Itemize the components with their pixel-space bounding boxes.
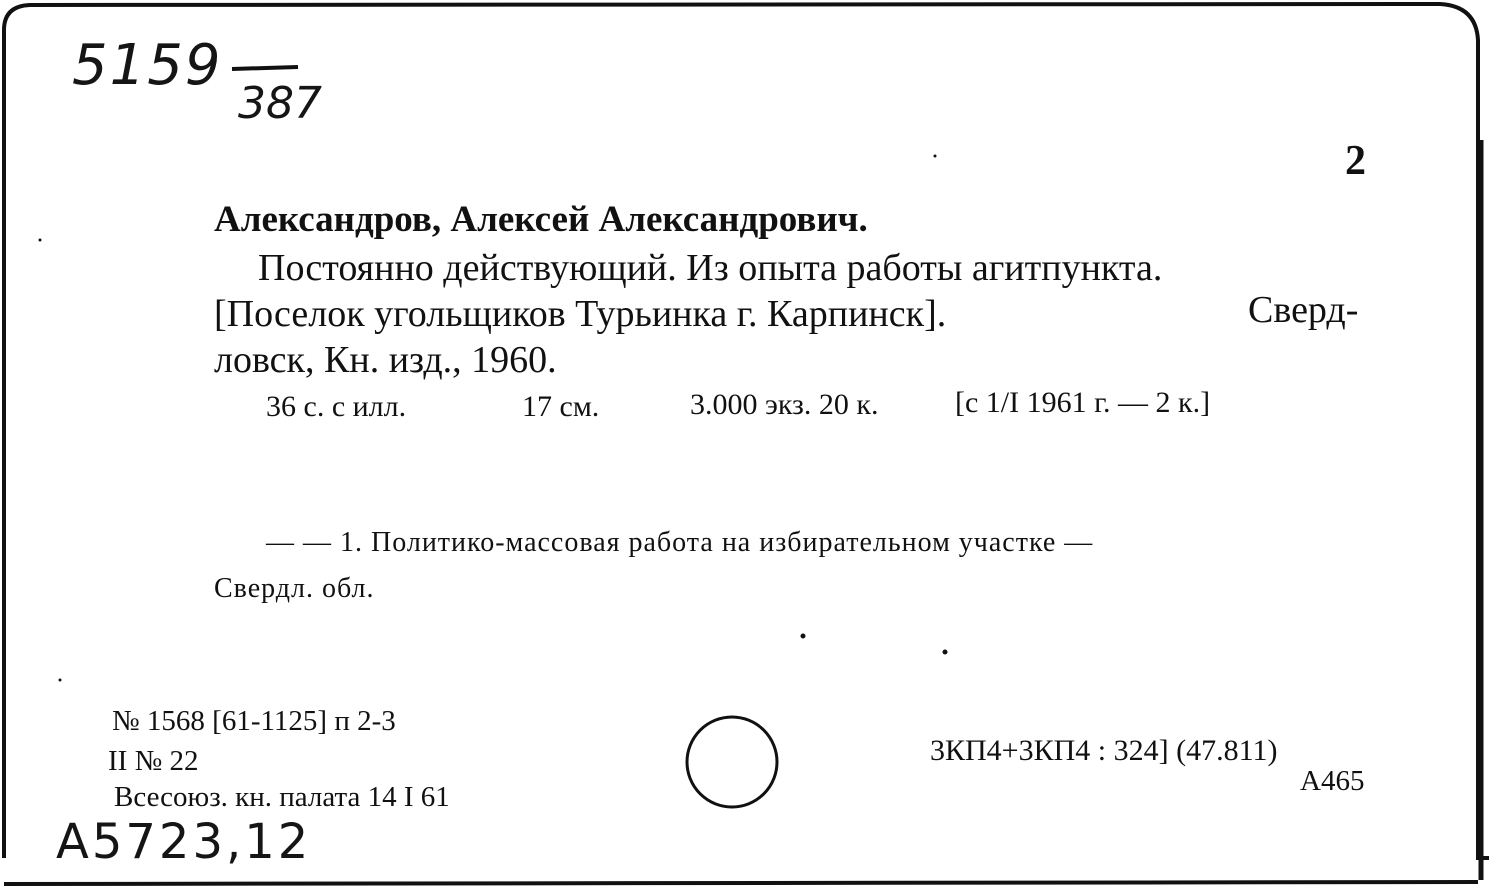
card-number: 2 [1345, 138, 1366, 184]
handwritten-fraction-bar [232, 67, 298, 69]
punch-hole-circle [687, 717, 777, 807]
author-heading: Александров, Алексей Александрович. [214, 199, 868, 240]
registry-line-2: II № 22 [108, 745, 199, 777]
physical-reprice: [с 1/I 1961 г. — 2 к.] [955, 386, 1211, 419]
physical-size: 17 см. [522, 390, 600, 423]
handwritten-call-number: 5159 [72, 33, 223, 98]
subject-line-2: Свердл. обл. [214, 573, 375, 604]
classification-index: 3КП4+3КП4 : 324] (47.811) [930, 734, 1278, 767]
physical-copies-price: 3.000 экз. 20 к. [690, 388, 879, 421]
title-line-3: ловск, Кн. изд., 1960. [214, 339, 557, 381]
author-mark: А465 [1300, 765, 1365, 797]
title-line-1: Постоянно действующий. Из опыта работы агитпункта. [258, 247, 1163, 289]
physical-pages: 36 с. с илл. [266, 390, 407, 423]
subject-line-1: — — 1. Политико-массовая работа на избирательном участке — [266, 527, 1094, 558]
title-line-2: [Поселок угольщиков Турьинка г. Карпинск]. [214, 293, 947, 335]
handwritten-call-number-sub: 387 [238, 78, 322, 129]
registry-line-3: Всесоюз. кн. палата 14 I 61 [114, 781, 450, 813]
registry-line-1: № 1568 [61-1125] п 2-3 [112, 705, 396, 737]
title-line-2-tail: Сверд- [1248, 289, 1359, 331]
handwritten-inventory-number: A5723,12 [56, 814, 312, 870]
